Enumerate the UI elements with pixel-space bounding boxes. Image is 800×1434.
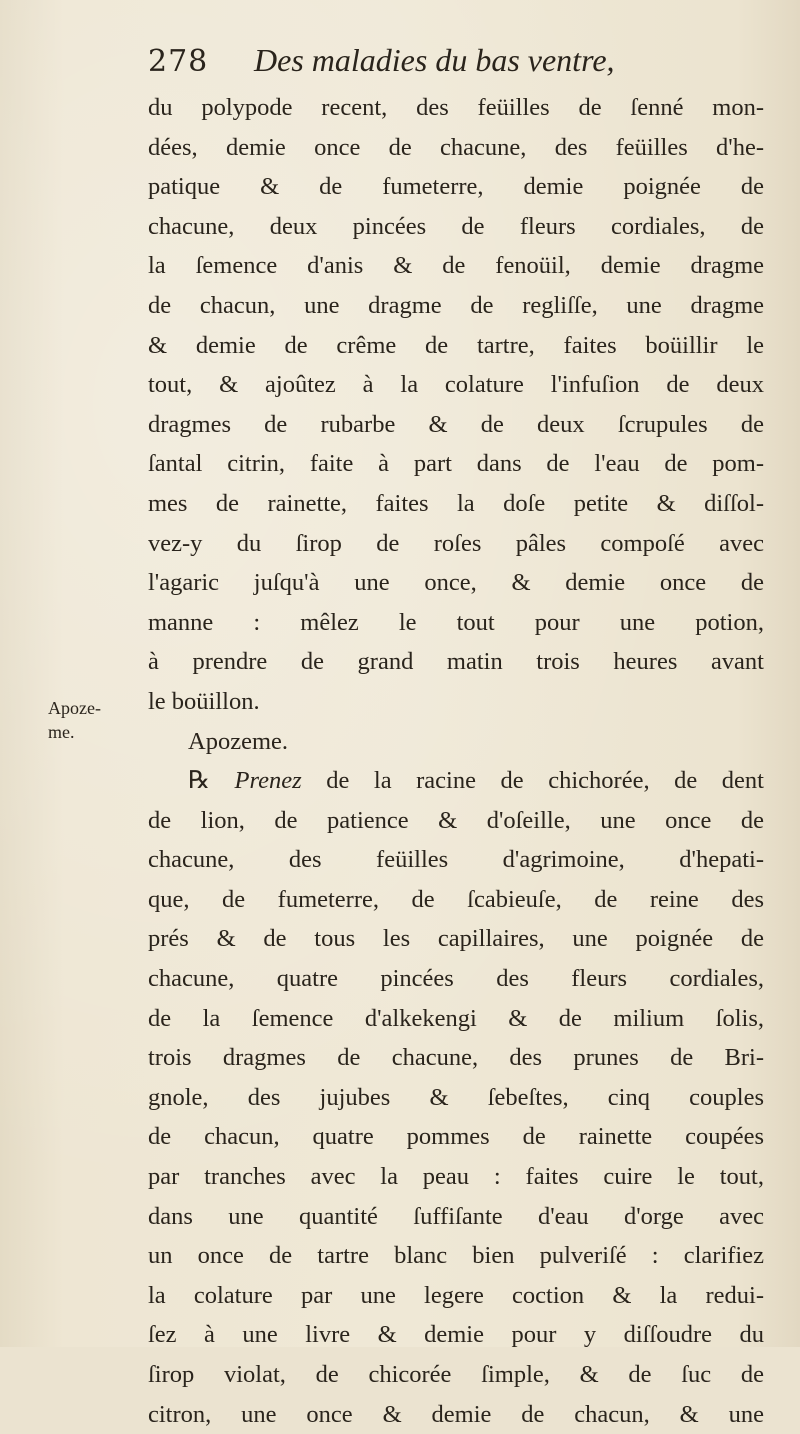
text-line: le boüillon. <box>148 687 260 715</box>
text-line: l'agaric juſqu'à une once, & demie once de <box>148 569 764 597</box>
text-line: prés & de tous les capillaires, une poignée de <box>148 925 764 953</box>
text-line: ſez à une livre & demie pour y diſſoudre du <box>148 1321 764 1349</box>
text-line: la colature par une legere coction & la redui- <box>148 1281 764 1309</box>
text-line: de chacun, une dragme de regliſſe, une dragme <box>148 291 764 319</box>
text-line: chacune, deux pincées de fleurs cordiales, de <box>148 212 764 240</box>
text-line: trois dragmes de chacune, des prunes de Bri- <box>148 1044 764 1072</box>
text-line: chacune, quatre pincées des fleurs cordiales, <box>148 965 764 993</box>
section-heading: Apozeme. <box>188 727 288 755</box>
marginal-note-line: Apoze- <box>48 698 101 718</box>
recipe-symbol: ℞ <box>188 767 210 795</box>
text-line: gnole, des jujubes & ſebeſtes, cinq couples <box>148 1083 764 1111</box>
text-line: ſirop violat, de chicorée ſimple, & de ſuc de <box>148 1361 764 1388</box>
text-line: par tranches avec la peau : faites cuire le tout, <box>148 1163 764 1191</box>
section-start-line <box>148 761 764 801</box>
text-line: la ſemence d'anis & de fenoüil, demie dragme <box>148 252 764 280</box>
text-line: patique & de fumeterre, demie poignée de <box>148 173 764 201</box>
marginal-note <box>48 696 128 744</box>
text-line: de lion, de patience & d'oſeille, une once de <box>148 806 764 834</box>
running-title: Des maladies du bas ventre, <box>254 42 615 78</box>
marginal-note-line: me. <box>48 722 75 742</box>
text-line: à prendre de grand matin trois heures avant <box>148 648 764 676</box>
text-line: mes de rainette, faites la doſe petite & diſſol- <box>148 489 764 517</box>
body-text <box>148 88 764 1434</box>
page-number: 278 <box>148 44 209 79</box>
text-line: citron, une once & demie de chacun, & une <box>148 1400 764 1428</box>
text-line: tout, & ajoûtez à la colature l'infuſion de deux <box>148 371 764 399</box>
text-line: du polypode recent, des feüilles de ſenné mon- <box>148 94 764 121</box>
text-line: dragmes de rubarbe & de deux ſcrupules de <box>148 410 764 438</box>
text-line: & demie de crême de tartre, faites boüillir le <box>148 331 764 359</box>
text-line: dans une quantité ſuffiſante d'eau d'orge avec <box>148 1202 764 1230</box>
page-header <box>148 38 768 90</box>
text-line: un once de tartre blanc bien pulveriſé : clarifiez <box>148 1242 764 1270</box>
text-line: manne : mêlez le tout pour une potion, <box>148 608 764 636</box>
text-line: dées, demie once de chacune, des feüilles d'he- <box>148 133 764 161</box>
text-line: de chacun, quatre pommes de rainette coupées <box>148 1123 764 1151</box>
prenez-word: Prenez <box>234 767 302 795</box>
text-line: vez-y du ſirop de roſes pâles compoſé avec <box>148 529 764 557</box>
text-line: de la ſemence d'alkekengi & de milium ſolis, <box>148 1004 764 1032</box>
text-line: ſantal citrin, faite à part dans de l'eau de pom- <box>148 450 764 478</box>
text-line: chacune, des feüilles d'agrimoine, d'hepati- <box>148 846 764 874</box>
section-start-text: de la racine de chichorée, de dent <box>301 767 764 795</box>
text-line: que, de fumeterre, de ſcabieuſe, de reine des <box>148 885 764 913</box>
